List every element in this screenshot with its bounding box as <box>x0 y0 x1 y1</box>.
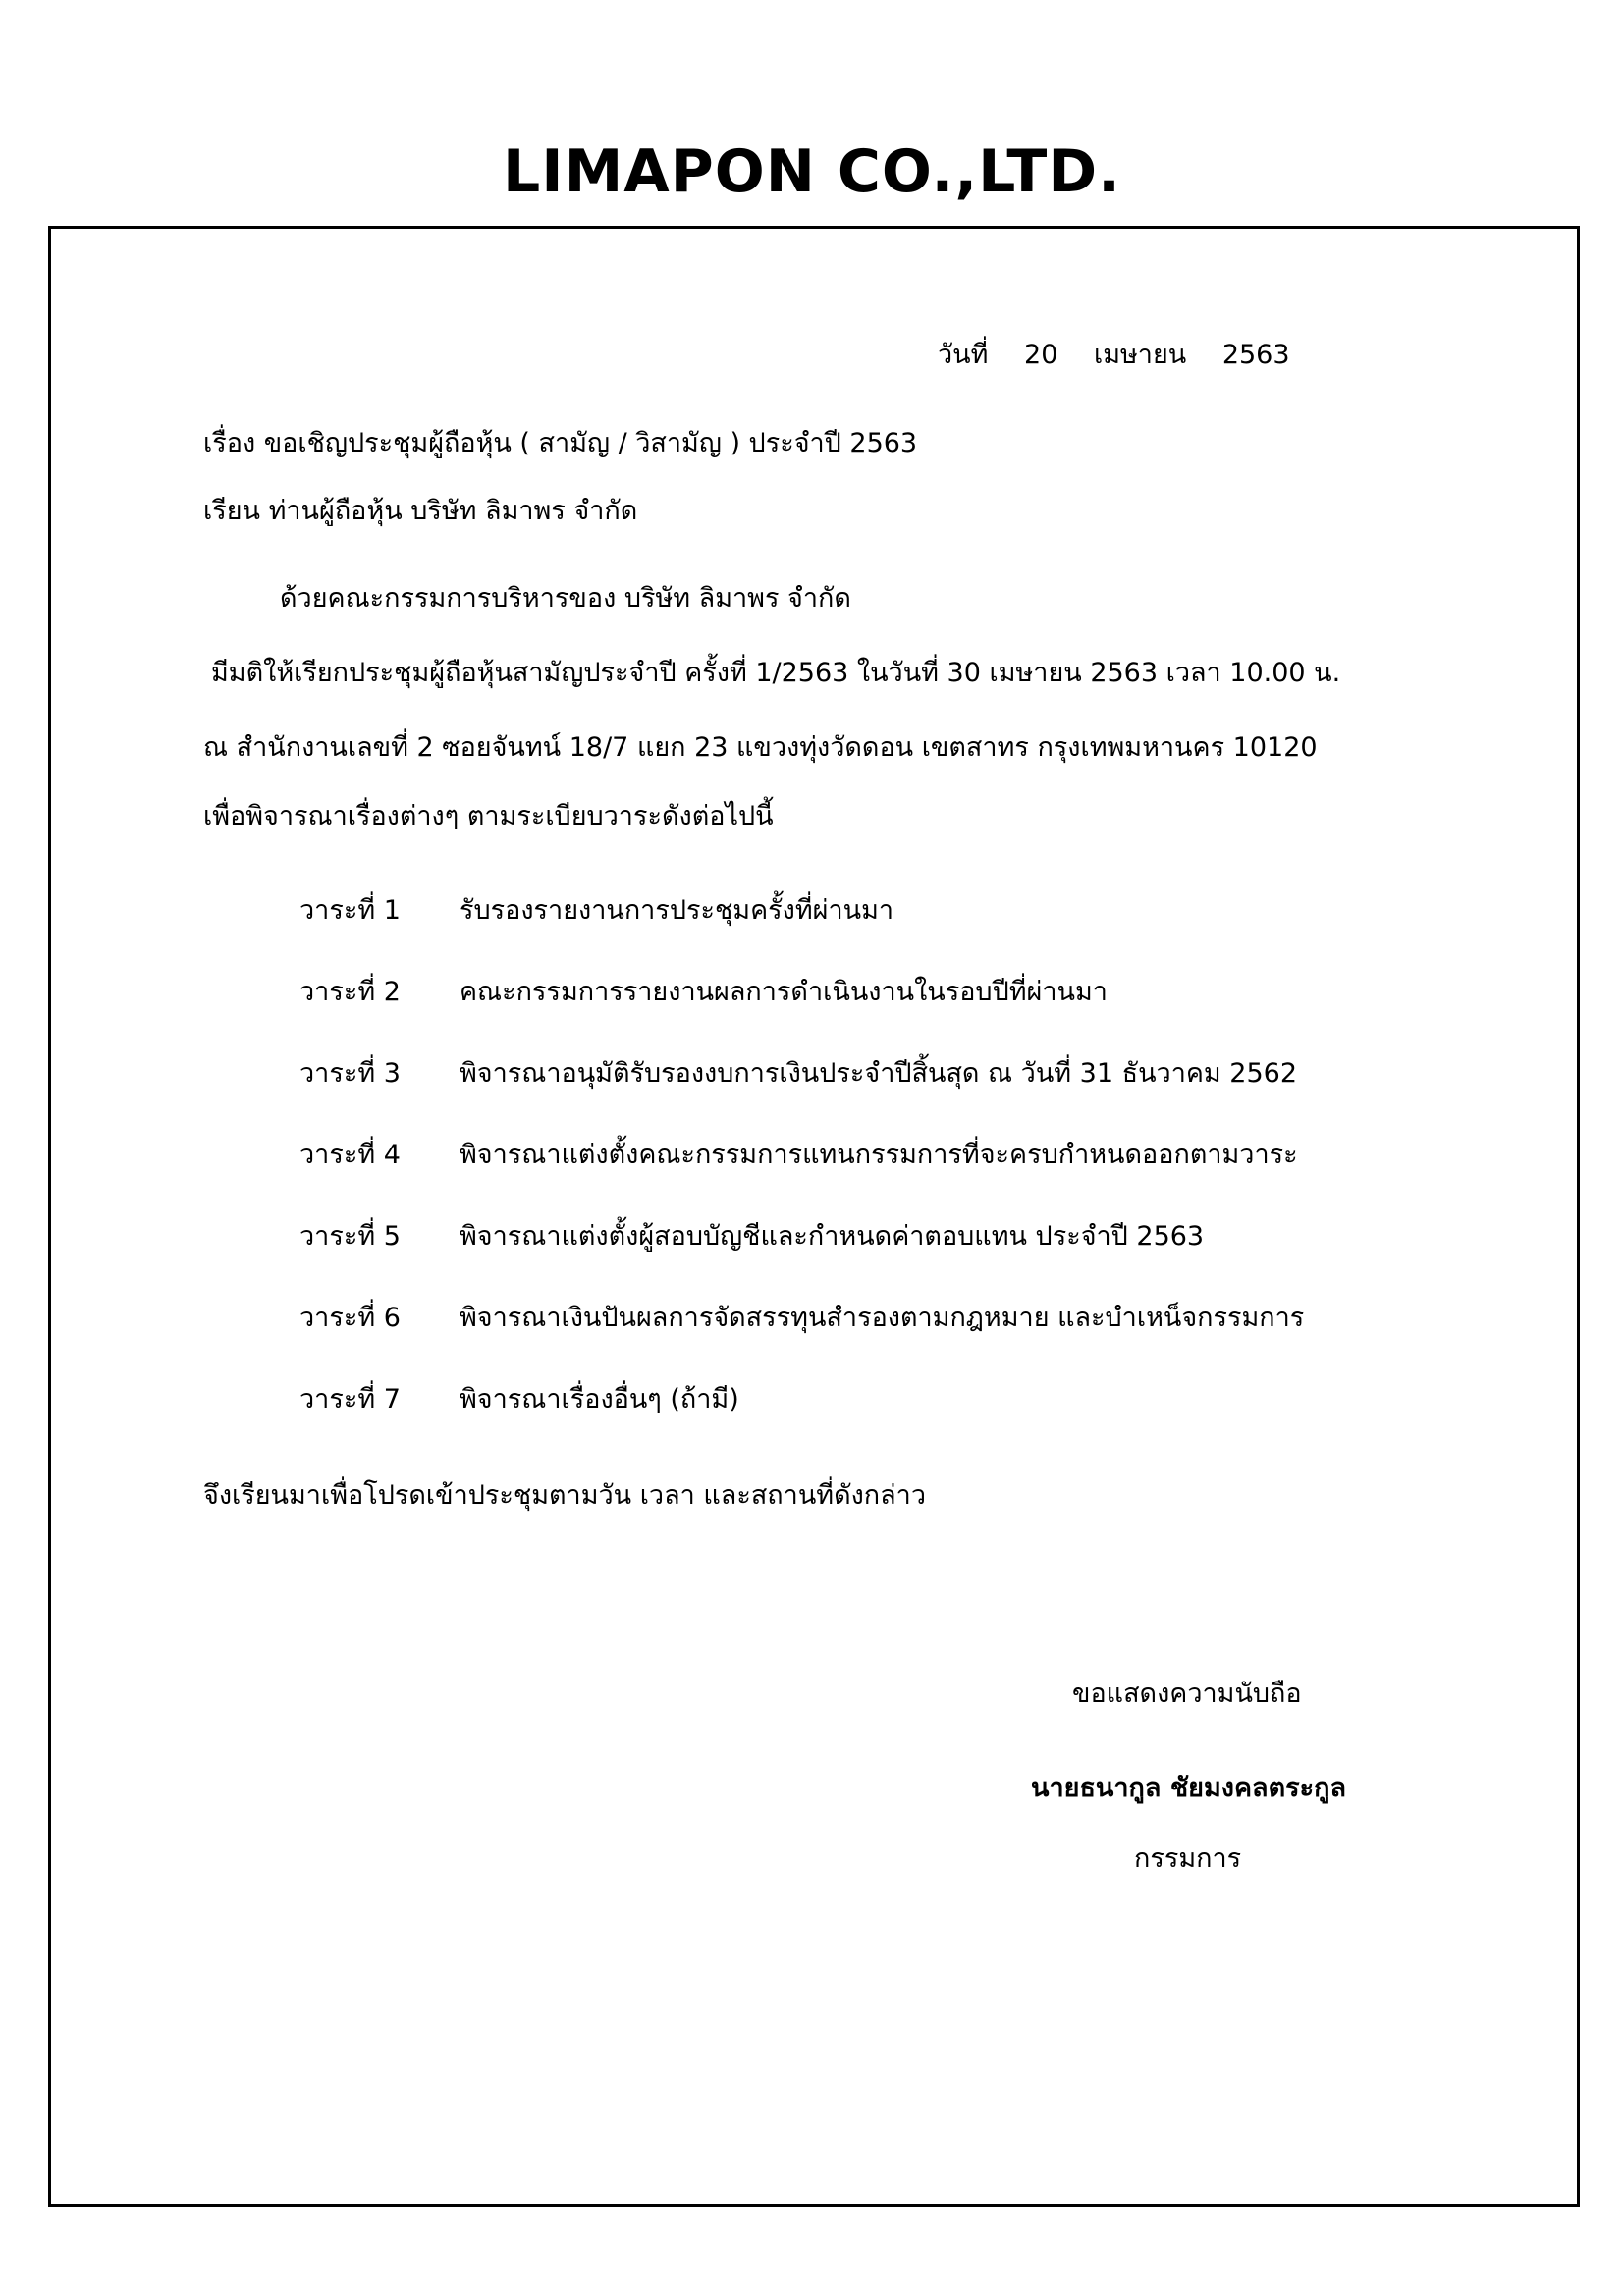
agenda-text: พิจารณาเงินปันผลการจัดสรรทุนสำรองตามกฎหมาย และบำเหน็จกรรมการ <box>460 1303 1305 1333</box>
agenda-text: พิจารณาแต่งตั้งคณะกรรมการแทนกรรมการที่จะครบกำหนดออกตามวาระ <box>460 1140 1298 1170</box>
date-month: เมษายน <box>1093 340 1187 370</box>
agenda-label: วาระที่ 7 <box>299 1384 401 1415</box>
agenda-label: วาระที่ 4 <box>299 1140 401 1170</box>
company-name: LIMAPON CO.,LTD. <box>503 137 1121 206</box>
body-line: มีมติให้เรียกประชุมผู้ถือหุ้นสามัญประจำปี ครั้งที่ 1/2563 ในวันที่ 30 เมษายน 2563 เวลา 10.00 น. <box>211 658 1341 688</box>
agenda-label: วาระที่ 1 <box>299 895 401 926</box>
agenda-text: พิจารณาอนุมัติรับรองงบการเงินประจำปีสิ้นสุด ณ วันที่ 31 ธันวาคม 2562 <box>460 1058 1298 1089</box>
agenda-text: พิจารณาเรื่องอื่นๆ (ถ้ามี) <box>460 1384 739 1415</box>
agenda-label: วาระที่ 3 <box>299 1058 401 1089</box>
signer-name: นายธนากูล ชัยมงคลตระกูล <box>1031 1773 1346 1803</box>
date-day: 20 <box>1024 340 1058 370</box>
agenda-text: รับรองรายงานการประชุมครั้งที่ผ่านมา <box>460 895 894 926</box>
date-year: 2563 <box>1221 340 1290 370</box>
body-line: ณ สำนักงานเลขที่ 2 ซอยจันทน์ 18/7 แยก 23 แขวงทุ่งวัดดอน เขตสาทร กรุงเทพมหานคร 10120 <box>203 732 1318 763</box>
signer-title: กรรมการ <box>1134 1843 1242 1874</box>
body-line: ด้วยคณะกรรมการบริหารของ บริษัท ลิมาพร จำกัด <box>280 583 851 614</box>
letter-date <box>938 342 1290 368</box>
closing-line: จึงเรียนมาเพื่อโปรดเข้าประชุมตามวัน เวลา และสถานที่ดังกล่าว <box>203 1480 927 1511</box>
letter-recipient: เรียน ท่านผู้ถือหุ้น บริษัท ลิมาพร จำกัด <box>203 496 638 526</box>
agenda-text: คณะกรรมการรายงานผลการดำเนินงานในรอบปีที่ผ่านมา <box>460 977 1108 1007</box>
agenda-label: วาระที่ 5 <box>299 1221 401 1252</box>
body-line: เพื่อพิจารณาเรื่องต่างๆ ตามระเบียบวาระดังต่อไปนี้ <box>203 801 774 831</box>
date-label: วันที่ <box>938 340 989 370</box>
agenda-label: วาระที่ 2 <box>299 977 401 1007</box>
agenda-label: วาระที่ 6 <box>299 1303 401 1333</box>
regards: ขอแสดงความนับถือ <box>1072 1679 1302 1709</box>
agenda-text: พิจารณาแต่งตั้งผู้สอบบัญชีและกำหนดค่าตอบแทน ประจำปี 2563 <box>460 1221 1205 1252</box>
letter-subject: เรื่อง ขอเชิญประชุมผู้ถือหุ้น ( สามัญ / วิสามัญ ) ประจำปี 2563 <box>203 428 918 458</box>
